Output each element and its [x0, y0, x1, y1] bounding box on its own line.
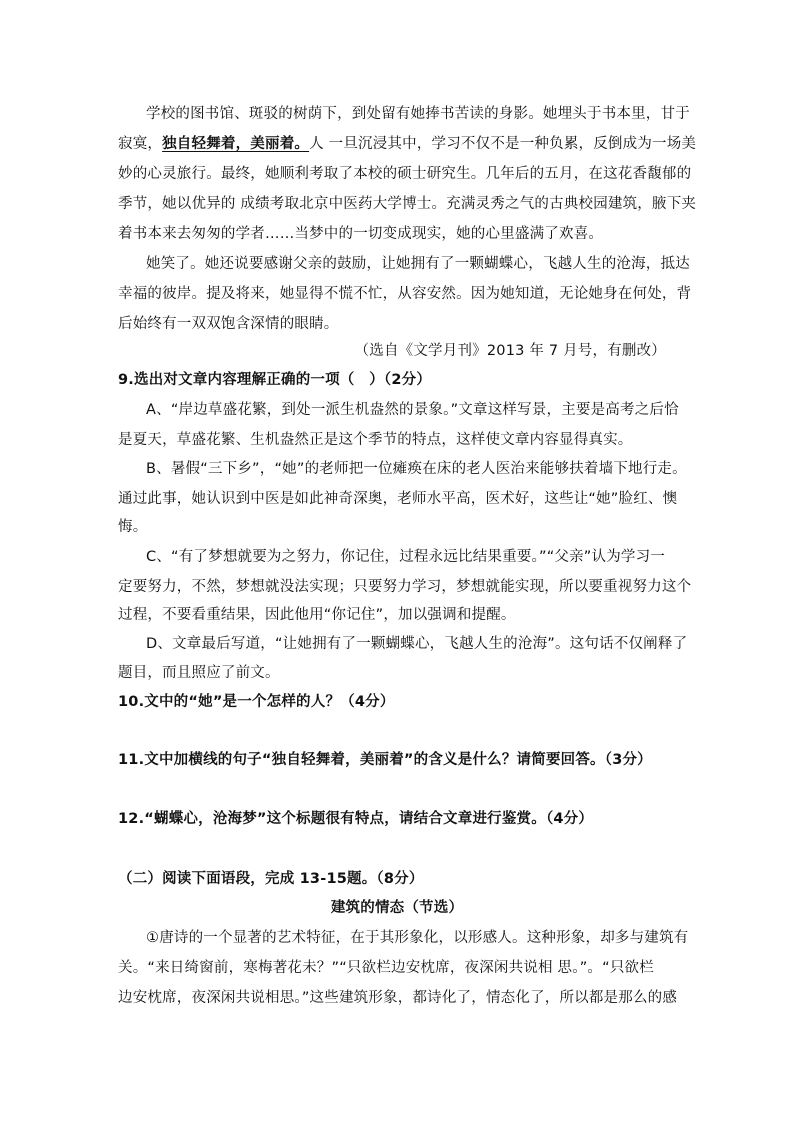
article-title: 建筑的情态（节选）: [330, 900, 464, 916]
question-11: 11.文中加横线的句子“独自轻舞着，美丽着”的含义是什么？请简要回答。（3分）: [118, 752, 652, 768]
option-b-line: 通过此事，她认识到中医是如此神奇深奥，老师水平高，医术好，这些让“她”脸红、懊: [118, 491, 678, 507]
option-c-line: C、“有了梦想就要为之努力，你记住，过程永远比结果重要。”“父亲”认为学习一: [146, 549, 666, 565]
option-d-line: 题目，而且照应了前文。: [118, 665, 280, 681]
option-c-line: 定要努力，不然，梦想就没法实现；只要努力学习，梦想就能实现，所以要重视努力这个: [118, 579, 692, 595]
option-c-line: 过程，不要看重结果，因此他用“你记住”，加以强调和提醒。: [118, 607, 516, 623]
option-b-line: 悔。: [118, 519, 148, 535]
text-run: 人 一旦沉浸其中，学习不仅不是一种负累，反倒成为一场美: [309, 136, 697, 152]
passage-line: 妙的心灵旅行。最终，她顺利考取了本校的硕士研究生。几年后的五月，在这花香馥郁的: [118, 166, 692, 182]
option-a-line: 是夏天，草盛花繁、生机盎然正是这个季节的特点，这样使文章内容显得真实。: [118, 432, 633, 448]
source-citation: （选自《文学月刊》2013 年 7 月号，有删改）: [354, 343, 666, 359]
passage-line: 着书本来去匆匆的学者……当梦中的一切变成现实，她的心里盛满了欢喜。: [118, 226, 604, 242]
passage-line: ①唐诗的一个显著的艺术特征，在于其形象化，以形感人。这种形象，却多与建筑有: [146, 930, 689, 946]
question-9-title: 9.选出对文章内容理解正确的一项（ ）（2分）: [118, 372, 432, 388]
text-run: 寂寞，: [118, 136, 163, 152]
passage-line: 季节，她以优异的 成绩考取北京中医药大学博士。充满灵秀之气的古典校园建筑，腋下夹: [118, 196, 697, 212]
question-12: 12.“蝴蝶心，沧海梦”这个标题很有特点，请结合文章进行鉴赏。（4分）: [118, 811, 594, 827]
passage-line: 边安枕席，夜深闲共说相思。”这些建筑形象，都诗化了，情态化了，所以都是那么的感: [118, 990, 678, 1006]
passage-line: 学校的图书馆、斑驳的树荫下，到处留有她捧书苦读的身影。她埋头于书本里，甘于: [146, 106, 690, 122]
option-a-line: A、“岸边草盛花繁，到处一派生机盎然的景象。”文章这样写景，主要是高考之后恰: [146, 402, 679, 418]
passage-line: 后始终有一双双饱含深情的眼睛。: [118, 316, 339, 332]
underlined-sentence: 独自轻舞着，美丽着。: [162, 136, 310, 152]
question-10: 10.文中的“她”是一个怎样的人？（4分）: [118, 694, 395, 710]
passage-line: [118, 134, 696, 154]
option-b-line: B、暑假“三下乡”，“她”的老师把一位瘫痪在床的老人医治来能够扶着墙下地行走。: [146, 461, 687, 477]
passage-line: 幸福的彼岸。提及将来，她显得不慌不忙，从容安然。因为她知道，无论她身在何处，背: [118, 286, 692, 302]
option-d-line: D、文章最后写道，“让她拥有了一颗蝴蝶心，飞越人生的沧海”。这句话不仅阐释了: [146, 636, 688, 652]
passage-line: 关。“来日绮窗前，寒梅著花未？”“只欲栏边安枕席，夜深闲共说相 思。”。“只欲栏: [118, 960, 654, 976]
passage-line: 她笑了。她还说要感谢父亲的鼓励，让她拥有了一颗蝴蝶心，飞越人生的沧海，抵达: [146, 256, 690, 272]
section-heading: （二）阅读下面语段，完成 13-15题。（8分）: [118, 871, 424, 887]
